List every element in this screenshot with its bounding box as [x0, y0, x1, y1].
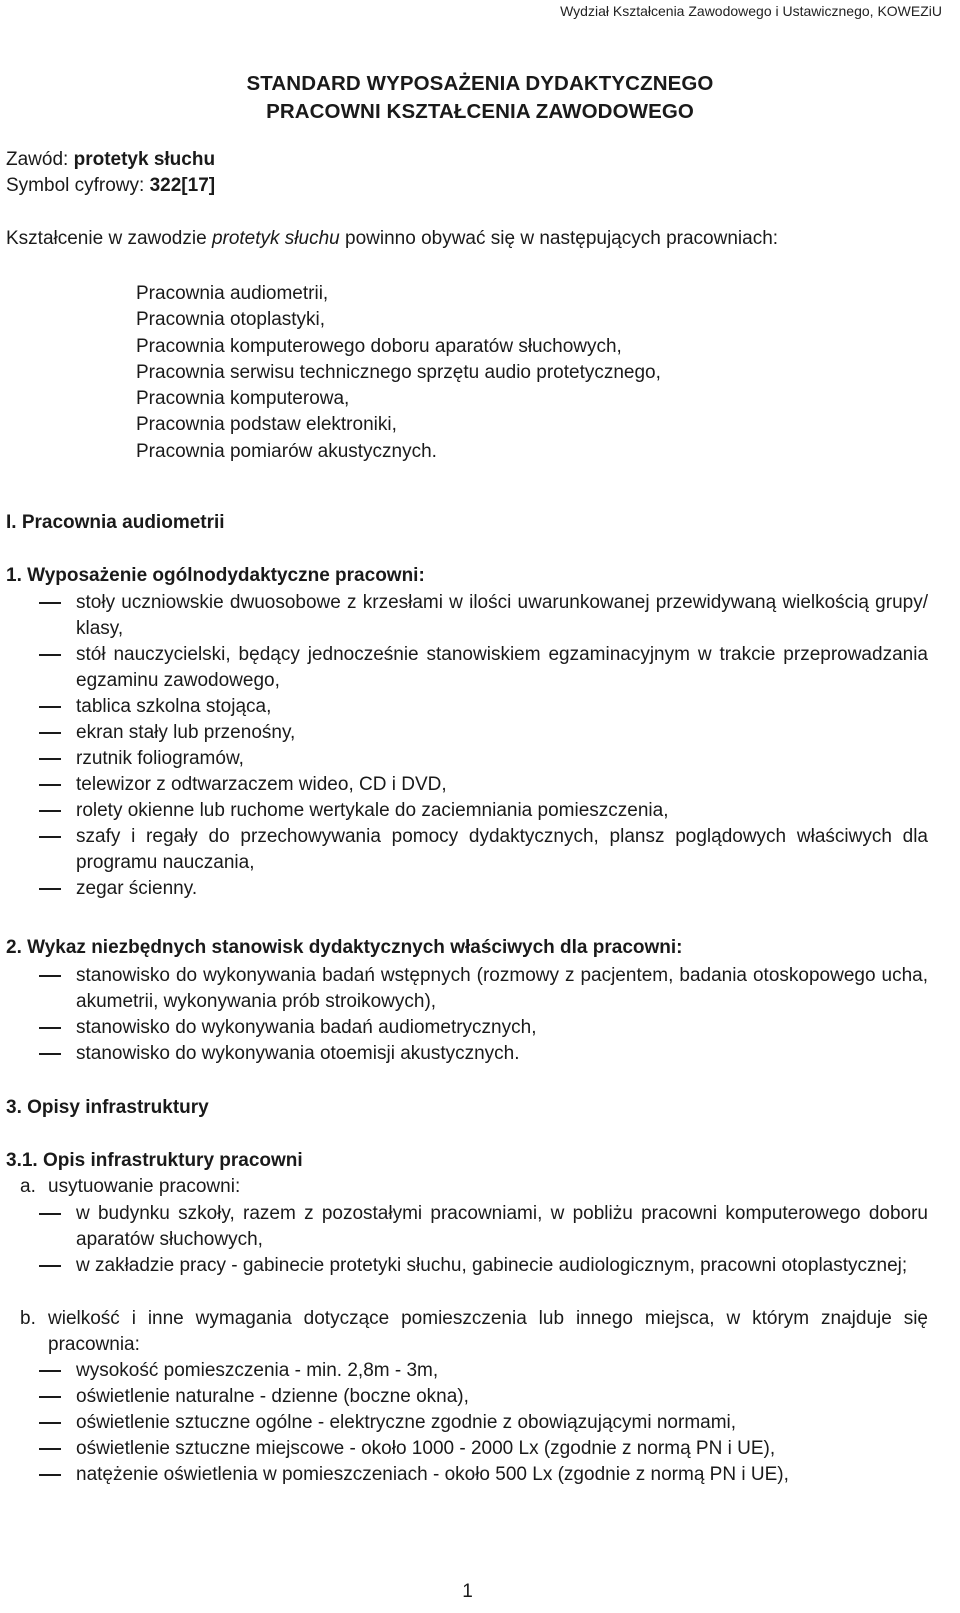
dash-bullet	[39, 602, 61, 604]
list-item-text: stoły uczniowskie dwuosobowe z krzesłami w ilości uwarunkowanej przewidywaną wielkością grupy/ klasy,	[76, 592, 928, 639]
intro-after: powinno obywać się w następujących pracowniach:	[339, 228, 779, 249]
list-item-text: rzutnik foliogramów,	[76, 748, 244, 769]
list-item-text: oświetlenie sztuczne ogólne - elektryczne zgodnie z obowiązującymi normami,	[76, 1412, 737, 1433]
list-item-text: w budynku szkoły, razem z pozostałymi pracowniami, w pobliżu pracowni komputerowego doboru aparatów słuchowych,	[76, 1203, 928, 1250]
workshop-text: Pracownia komputerowa,	[136, 388, 350, 410]
profession-line	[6, 147, 215, 173]
subsection-heading-2: 2. Wykaz niezbędnych stanowisk dydaktycznych właściwych dla pracowni:	[6, 937, 683, 958]
workshop-text: Pracownia serwisu technicznego sprzętu audio protetycznego,	[136, 361, 661, 383]
dash-bullet	[39, 758, 61, 760]
intro-paragraph	[6, 226, 778, 252]
list-item	[0, 694, 928, 720]
document-title	[0, 70, 960, 126]
dash-bullet	[39, 1265, 61, 1267]
dash-bullet	[39, 706, 61, 708]
list-item	[0, 720, 928, 746]
list-item	[0, 1358, 928, 1384]
stations-list	[0, 963, 960, 1067]
list-item-text: telewizor z odtwarzaczem wideo, CD i DVD,	[76, 774, 447, 795]
list-item	[0, 1384, 928, 1410]
list-item	[0, 642, 928, 694]
item-b-label: b.	[20, 1308, 36, 1329]
list-item	[0, 1201, 928, 1253]
dash-bullet	[39, 1396, 61, 1398]
list-item	[0, 1041, 928, 1067]
profession-value: protetyk słuchu	[73, 149, 216, 170]
dash-bullet	[39, 975, 61, 977]
dash-bullet	[39, 810, 61, 812]
item-a	[0, 1174, 960, 1200]
dash-bullet	[39, 784, 61, 786]
symbol-value: 322[17]	[149, 175, 216, 196]
list-item	[0, 798, 928, 824]
list-item-text: natężenie oświetlenia w pomieszczeniach - około 500 Lx (zgodnie z normą PN i UE),	[76, 1464, 789, 1485]
location-list	[0, 1201, 960, 1279]
subsection-heading-3: 3. Opisy infrastruktury	[6, 1097, 209, 1118]
list-item	[0, 1436, 928, 1462]
item-a-text: usytuowanie pracowni:	[48, 1176, 241, 1197]
title-line-2: PRACOWNI KSZTAŁCENIA ZAWODOWEGO	[266, 100, 694, 123]
subsection-heading-3-1: 3.1. Opis infrastruktury pracowni	[6, 1150, 303, 1171]
dash-bullet	[39, 1448, 61, 1450]
item-a-row	[0, 1174, 928, 1200]
list-item-text: wysokość pomieszczenia - min. 2,8m - 3m,	[76, 1360, 439, 1381]
workshop-text: Pracownia otoplastyki,	[136, 309, 326, 331]
list-item	[0, 590, 928, 642]
workshop-text: Pracownia podstaw elektroniki,	[136, 414, 397, 436]
item-b-text: wielkość i inne wymagania dotyczące pomieszczenia lub innego miejsca, w którym znajduje się pracownia:	[48, 1308, 928, 1355]
list-item	[0, 1253, 928, 1279]
list-item-text: oświetlenie naturalne - dzienne (boczne okna),	[76, 1386, 469, 1407]
dash-bullet	[39, 1370, 61, 1372]
list-item	[0, 876, 928, 902]
list-item	[0, 772, 928, 798]
page-number: 1	[462, 1581, 473, 1602]
section-heading: I. Pracownia audiometrii	[6, 512, 225, 533]
intro-before: Kształcenie w zawodzie	[6, 228, 212, 249]
dash-bullet	[39, 836, 61, 838]
item-a-label: a.	[20, 1176, 36, 1197]
list-item-text: stanowisko do wykonywania badań audiometrycznych,	[76, 1017, 537, 1038]
list-item-text: w zakładzie pracy - gabinecie protetyki słuchu, gabinecie audiologicznym, pracowni otoplastycznej;	[76, 1255, 908, 1276]
symbol-line	[6, 173, 215, 199]
subsection-heading-1: 1. Wyposażenie ogólnodydaktyczne pracowni:	[6, 565, 425, 586]
list-item	[0, 963, 928, 1015]
list-item-text: rolety okienne lub ruchome wertykale do zaciemniania pomieszczenia,	[76, 800, 669, 821]
dash-bullet	[39, 1027, 61, 1029]
list-item-text: stanowisko do wykonywania otoemisji akustycznych.	[76, 1043, 520, 1064]
list-item	[0, 746, 928, 772]
requirements-list	[0, 1358, 960, 1488]
equipment-list	[0, 590, 960, 902]
page-header: Wydział Kształcenia Zawodowego i Ustawicznego, KOWEZiU	[560, 3, 942, 19]
list-item-text: oświetlenie sztuczne miejscowe - około 1000 - 2000 Lx (zgodnie z normą PN i UE),	[76, 1438, 776, 1459]
dash-bullet	[39, 732, 61, 734]
list-item	[0, 824, 928, 876]
list-item-text: zegar ścienny.	[76, 878, 198, 899]
symbol-label: Symbol cyfrowy:	[6, 175, 150, 196]
dash-bullet	[39, 1422, 61, 1424]
list-item	[0, 1015, 928, 1041]
intro-italic: protetyk słuchu	[211, 228, 340, 249]
workshop-text: Pracownia komputerowego doboru aparatów słuchowych,	[136, 335, 622, 357]
dash-bullet	[39, 654, 61, 656]
list-item-text: stół nauczycielski, będący jednocześnie stanowiskiem egzaminacyjnym w trakcie przeprowadzania egzaminu zawodowego,	[76, 644, 928, 691]
list-item-text: ekran stały lub przenośny,	[76, 722, 296, 743]
list-item-text: stanowisko do wykonywania badań wstępnych (rozmowy z pacjentem, badania otoskopowego ucha, akumetrii, wykonywania prób stroikowych),	[76, 965, 928, 1012]
workshop-text: Pracownia audiometrii,	[136, 283, 329, 304]
dash-bullet	[39, 888, 61, 890]
list-item-text: tablica szkolna stojąca,	[76, 696, 272, 717]
title-line-1: STANDARD WYPOSAŻENIA DYDAKTYCZNEGO	[246, 72, 714, 95]
item-b	[0, 1306, 960, 1358]
dash-bullet	[39, 1053, 61, 1055]
dash-bullet	[39, 1213, 61, 1215]
list-item	[0, 1410, 928, 1436]
list-item-text: szafy i regały do przechowywania pomocy dydaktycznych, plansz poglądowych właściwych dla programu nauczania,	[76, 826, 928, 873]
dash-bullet	[39, 1474, 61, 1476]
workshop-text: Pracownia pomiarów akustycznych.	[136, 440, 437, 462]
profession-label: Zawód:	[6, 149, 74, 170]
list-item	[0, 1462, 928, 1488]
item-b-row	[0, 1306, 928, 1358]
